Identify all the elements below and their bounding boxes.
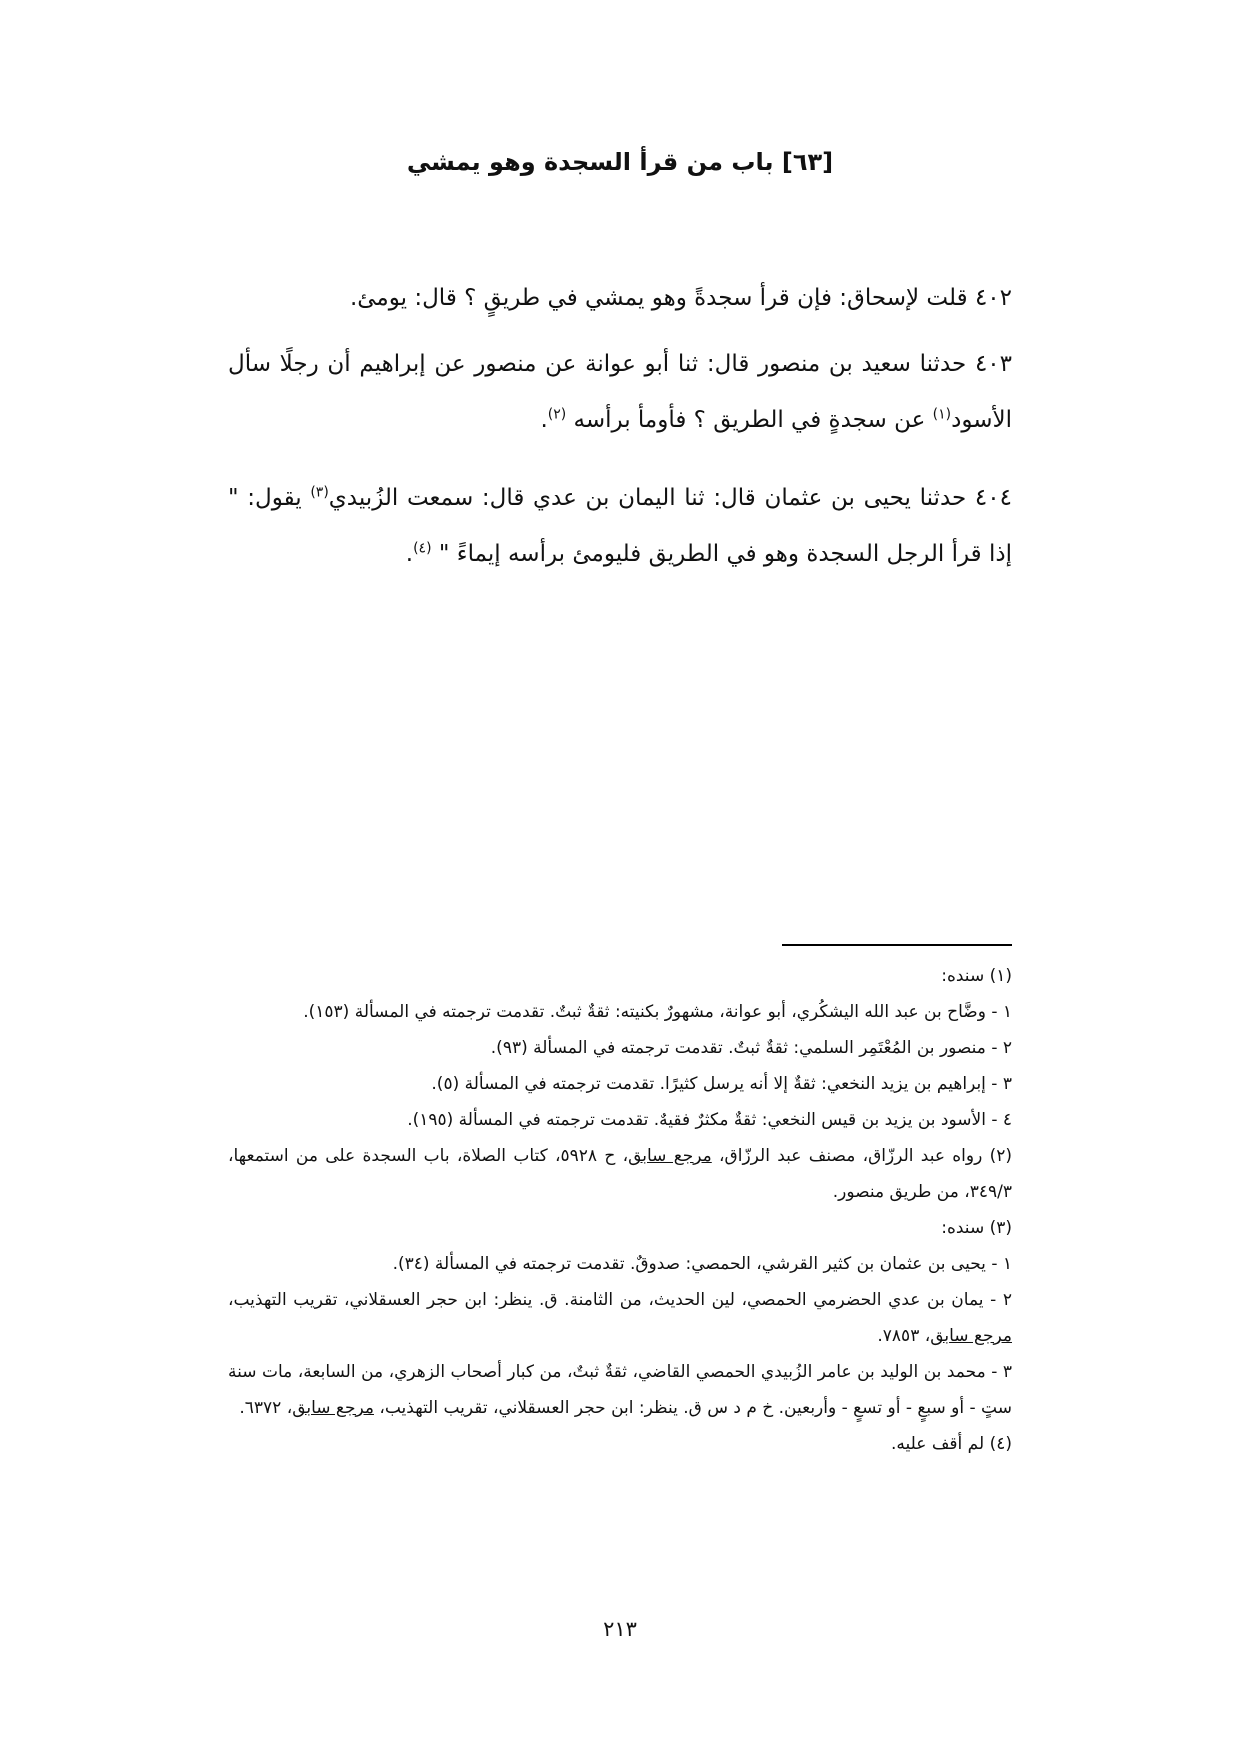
footnote-ref-4[interactable]: (٤) — [413, 540, 432, 557]
footnote-separator — [782, 944, 1012, 946]
footnote-3-heading: (٣) سنده: — [941, 1218, 1012, 1238]
footnote-2-reference: مرجع سابق — [628, 1146, 712, 1166]
paragraph-404-end: . — [405, 541, 414, 567]
footnote-1-item-1: ١ - وضَّاح بن عبد الله اليشكُري، أبو عوانة، مشهورٌ بكنيته: ثقةٌ ثبتٌ. تقدمت ترجمته في المسألة (١٥٣). — [303, 1002, 1012, 1022]
footnote-3-item-1: ١ - يحيى بن عثمان بن كثير القرشي، الحمصي: صدوقٌ. تقدمت ترجمته في المسألة (٣٤). — [392, 1254, 1012, 1274]
paragraph-403-end: . — [540, 407, 548, 433]
paragraph-404-text: ٤٠٤ حدثنا يحيى بن عثمان قال: ثنا اليمان بن عدي قال: سمعت الزُبيدي — [328, 485, 1012, 511]
footnote-2-text-cont: ، ح ٥٩٢٨، كتاب الصلاة، باب السجدة على من استمعها، ٣٤٩/٣، من طريق منصور. — [228, 1146, 1012, 1202]
paragraph-404-text-cont: يقول: " إذا قرأ الرجل السجدة وهو في الطريق فليومئ برأسه إيماءً " — [228, 485, 1012, 567]
footnote-1-item-3: ٣ - إبراهيم بن يزيد النخعي: ثقةٌ إلا أنه يرسل كثيرًا. تقدمت ترجمته في المسألة (٥). — [431, 1074, 1012, 1094]
footnote-1-item-2: ٢ - منصور بن المُعْتَمِر السلمي: ثقةٌ ثبتٌ. تقدمت ترجمته في المسألة (٩٣). — [490, 1038, 1012, 1058]
footnote-3-item-2-end: ، ٧٨٥٣. — [877, 1326, 931, 1346]
paragraph-402-text: ٤٠٢ قلت لإسحاق: فإن قرأ سجدةً وهو يمشي في طريقٍ ؟ قال: يومئ. — [349, 285, 1012, 311]
footnote-3-item-2 — [228, 1282, 1012, 1354]
footnote-3-item-3 — [228, 1354, 1012, 1426]
footnote-ref-1[interactable]: (١) — [932, 406, 952, 423]
footnote-3-item-3-end: ، ٦٣٧٢. — [239, 1398, 293, 1418]
footnote-2 — [228, 1138, 1012, 1210]
footnote-3-item-2-text: ٢ - يمان بن عدي الحضرمي الحمصي، لين الحديث، من الثامنة. ق. ينظر: ابن حجر العسقلاني، تقريب التهذيب، — [228, 1290, 1012, 1310]
page-number: ٢١٣ — [603, 1617, 637, 1641]
paragraph-403 — [228, 336, 1012, 448]
footnote-3-item-3-reference: مرجع سابق — [292, 1398, 374, 1418]
paragraph-402 — [228, 270, 1012, 326]
paragraph-404 — [228, 470, 1012, 582]
footnote-2-text: (٢) رواه عبد الرزّاق، مصنف عبد الرزّاق، — [711, 1146, 1013, 1166]
footnote-3-item-3-text: ٣ - محمد بن الوليد بن عامر الزُبيدي الحمصي القاضي، ثقةٌ ثبتٌ، من كبار أصحاب الزهري، من السابعة، مات سنة ستٍ - أو سبعٍ - أو تسعٍ - وأربعين. خ م د س ق. ينظر: ابن حجر العسقلاني، تقريب التهذيب، — [228, 1362, 1012, 1418]
paragraph-403-text-cont: عن سجدةٍ في الطريق ؟ فأومأ برأسه — [566, 407, 933, 433]
footnote-1-item-4: ٤ - الأسود بن يزيد بن قيس النخعي: ثقةٌ مكثرٌ فقيهٌ. تقدمت ترجمته في المسألة (١٩٥). — [407, 1110, 1012, 1130]
footnote-ref-2[interactable]: (٢) — [547, 406, 567, 423]
paragraph-403-text: ٤٠٣ حدثنا سعيد بن منصور قال: ثنا أبو عوانة عن منصور عن إبراهيم أن رجلًا سأل الأسود — [228, 351, 1012, 433]
footnote-4: (٤) لم أقف عليه. — [891, 1434, 1012, 1454]
footnote-1-heading: (١) سنده: — [941, 966, 1012, 986]
chapter-title: [٦٣] باب من قرأ السجدة وهو يمشي — [406, 148, 834, 176]
footnote-3-item-2-reference: مرجع سابق — [930, 1326, 1012, 1346]
footnotes — [228, 958, 1012, 1462]
footnote-ref-3[interactable]: (٣) — [310, 484, 329, 501]
